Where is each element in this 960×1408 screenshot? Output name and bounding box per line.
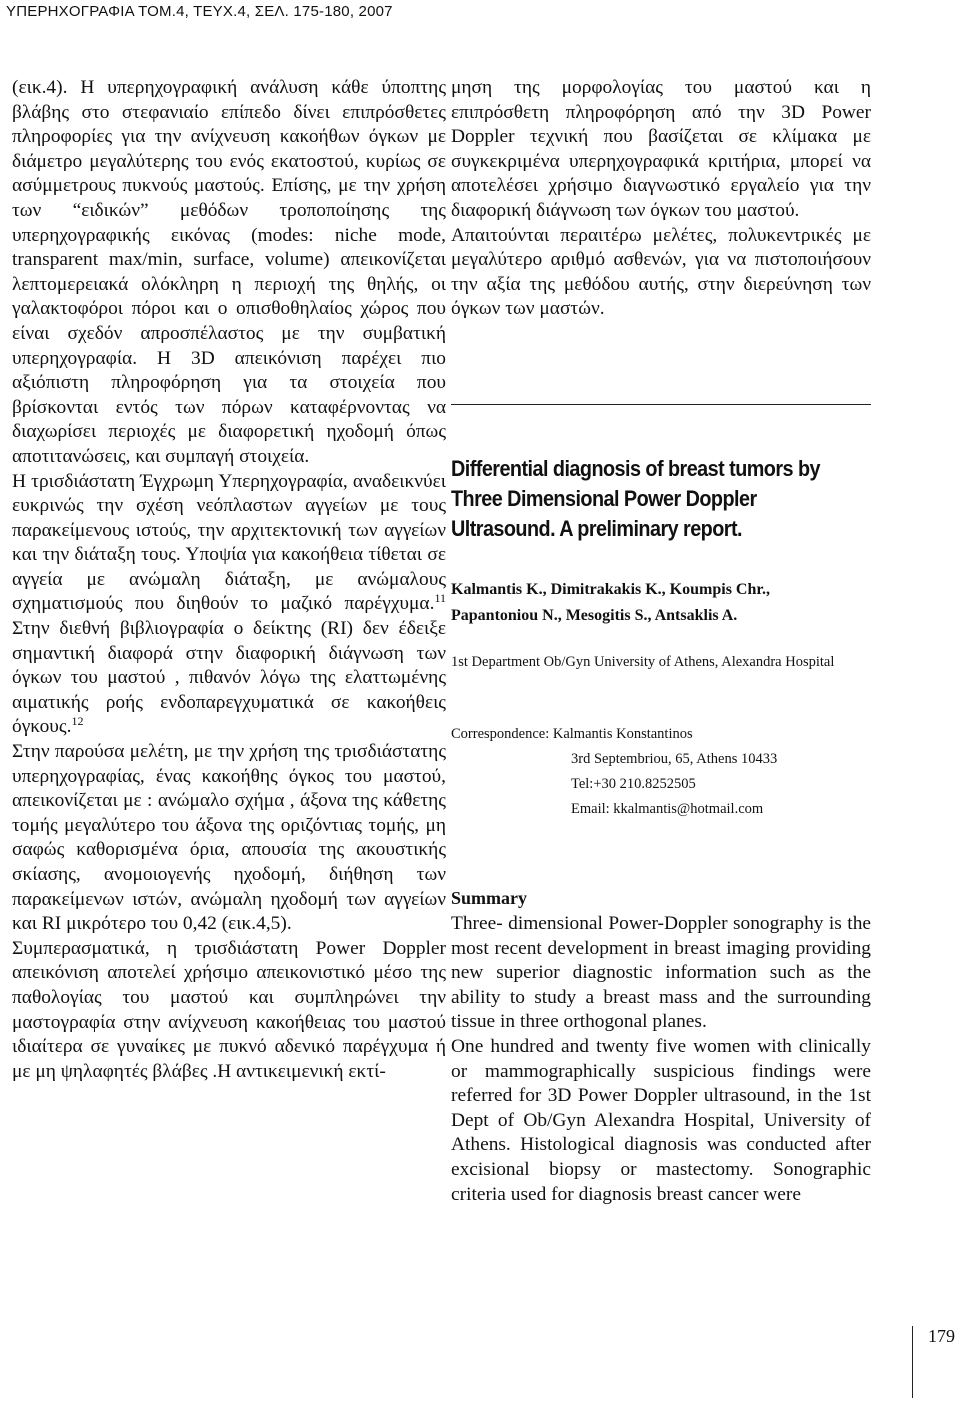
summary-heading: Summary <box>451 888 527 908</box>
paragraph-text: Η τρισδιάστατη Έγχρωμη Υπερηχογραφία, αναδεικνύει ευκρινώς την σχέση νεόπλαστων αγγείων με τους παρακείμενους ιστούς, την αρχιτεκτονική των αγγείων και την διάταξη τους. Υποψία για κακοήθεια τίθεται σε αγγεία με ανώμαλη διάταξη, με ανώμαλους σχηματισμούς που διηθούν το μαζικό παρέγχυμα. <box>12 470 446 615</box>
correspondence-block <box>451 722 871 822</box>
summary-text <box>451 912 871 1207</box>
author-line: Papantoniou N., Mesogitis S., Antsaklis A. <box>451 607 738 624</box>
author-list <box>451 577 881 629</box>
section-divider <box>451 404 871 405</box>
reference-superscript: 12 <box>71 714 84 729</box>
running-header: ΥΠΕΡΗΧΟΓΡΑΦΙΑ ΤΟΜ.4, ΤΕΥΧ.4, ΣΕΛ. 175-180, 2007 <box>6 3 393 20</box>
left-column <box>12 76 446 1084</box>
paragraph: Απαιτούνται περαιτέρω μελέτες, πολυκεντρικές με μεγαλύτερο αριθμό ασθενών, για να πιστοποιήσουν την αξία της μεθόδου αυτής, στην διερεύνηση των όγκων των μαστών. <box>451 224 871 320</box>
page-number: 179 <box>928 1326 955 1346</box>
paragraph: Συμπερασματικά, η τρισδιάστατη Power Doppler απεικόνιση αποτελεί χρήσιμο απεικονιστικό μέσο της παθολογίας του μαστού και συμπληρώνει την μαστογραφία στην ανίχνευση κακοήθειας του μαστού ιδιαίτερα σε γυναίκες με πυκνό αδενικό παρέγχυμα ή με μη ψηλαφητές βλάβες .Η αντικειμενική εκτί- <box>12 937 446 1082</box>
correspondence-phone: Tel:+30 210.8252505 <box>571 776 696 792</box>
author-line: Kalmantis K., Dimitrakakis K., Koumpis Chr., <box>451 581 771 598</box>
paragraph: (εικ.4). Η υπερηχογραφική ανάλυση κάθε ύποπτης βλάβης στο στεφανιαίο επίπεδο δίνει επιπρόσθετες πληροφορίες για την ανίχνευση κακοήθων όγκων με διάμετρο μεγαλύτερης του ενός εκατοστού, κυρίως σε ασύμμετρους πυκνούς μαστούς. Επίσης, με την χρήση των “ειδικών” μεθόδων τροποποίησης της υπερηχογραφικής εικόνας (modes: niche mode, transparent max/min, surface, volume) απεικονίζεται λεπτομερειακά ολόκληρη η περιοχή της θηλής, οι γαλακτοφόροι πόροι και ο οπισθοθηλαίος χώρος που είναι σχεδόν απροσπέλαστος με την συμβατική υπερηχογραφία. Η 3D απεικόνιση παρέχει πιο αξιόπιστη πληροφόρηση για τα στοιχεία που βρίσκονται εντός των πόρων καταφέρνοντας να διαχωρίσει περιοχές με διαφορετική ηχοδομή όπως αποτιτανώσεις, και συμπαγή στοιχεία. <box>12 77 446 467</box>
page-number-rule <box>912 1326 913 1398</box>
paragraph: One hundred and twenty five women with clinically or mammographically suspicious findings were referred for 3D Power Doppler ultrasound, in the 1st Dept of Ob/Gyn Alexandra Hospital, University of Athens. Histological diagnosis was conducted after excisional biopsy or mastectomy. Sonographic criteria used for diagnosis breast cancer were <box>451 1035 871 1205</box>
paragraph: Στην παρούσα μελέτη, με την χρήση της τρισδιάστατης υπερηχογραφίας, ένας κακοήθης όγκος του μαστού, απεικονίζεται με : ανώμαλο σχήμα , άξονα της κάθετης τομής μεγαλύτερο του άξονα της οριζόντιας τομής, μη σαφώς καθορισμένα όρια, απουσία της ακουστικής σκίασης, ανομοιογενής ηχοδομή, διήθηση των παρακείμενων ιστών, ανώμαλη ηχοδομή των αγγείων και RI μικρότερο του 0,42 (εικ.4,5). <box>12 741 446 935</box>
correspondence-address: 3rd Septembriou, 65, Athens 10433 <box>571 751 778 767</box>
right-column <box>451 76 871 322</box>
paragraph: μηση της μορφολογίας του μαστού και η επιπρόσθετη πληροφόρηση από την 3D Power Doppler τεχνική που βασίζεται σε κλίμακα με συγκεκριμένα υπερηχογραφικά κριτήρια, μπορεί να αποτελέσει χρήσιμο διαγνωστικό εργαλείο για την διαφορική διάγνωση των όγκων του μαστού. <box>451 77 871 221</box>
paragraph <box>12 470 446 741</box>
affiliation: 1st Department Ob/Gyn University of Athens, Alexandra Hospital <box>451 654 835 670</box>
correspondence-email: Email: kkalmantis@hotmail.com <box>571 801 764 817</box>
english-title: Differential diagnosis of breast tumors by Three Dimensional Power Doppler Ultrasound. A preliminary report. <box>451 456 820 541</box>
reference-superscript: 11 <box>434 591 446 606</box>
paragraph-text: Στην διεθνή βιβλιογραφία ο δείκτης (RI) δεν έδειξε σημαντική διαφορά στην διαφορική διάγνωση των όγκων του μαστού , πιθανόν λόγω της ελαττωμένης αιματικής ροής ενδοπαρεγχυματικά σε κακοήθεις όγκους. <box>12 618 446 738</box>
correspondence-name: Correspondence: Kalmantis Konstantinos <box>451 726 693 742</box>
paragraph: Three- dimensional Power-Doppler sonography is the most recent development in breast imaging providing new superior diagnostic information such as the ability to study a breast mass and the surrounding tissue in three orthogonal planes. <box>451 913 871 1033</box>
